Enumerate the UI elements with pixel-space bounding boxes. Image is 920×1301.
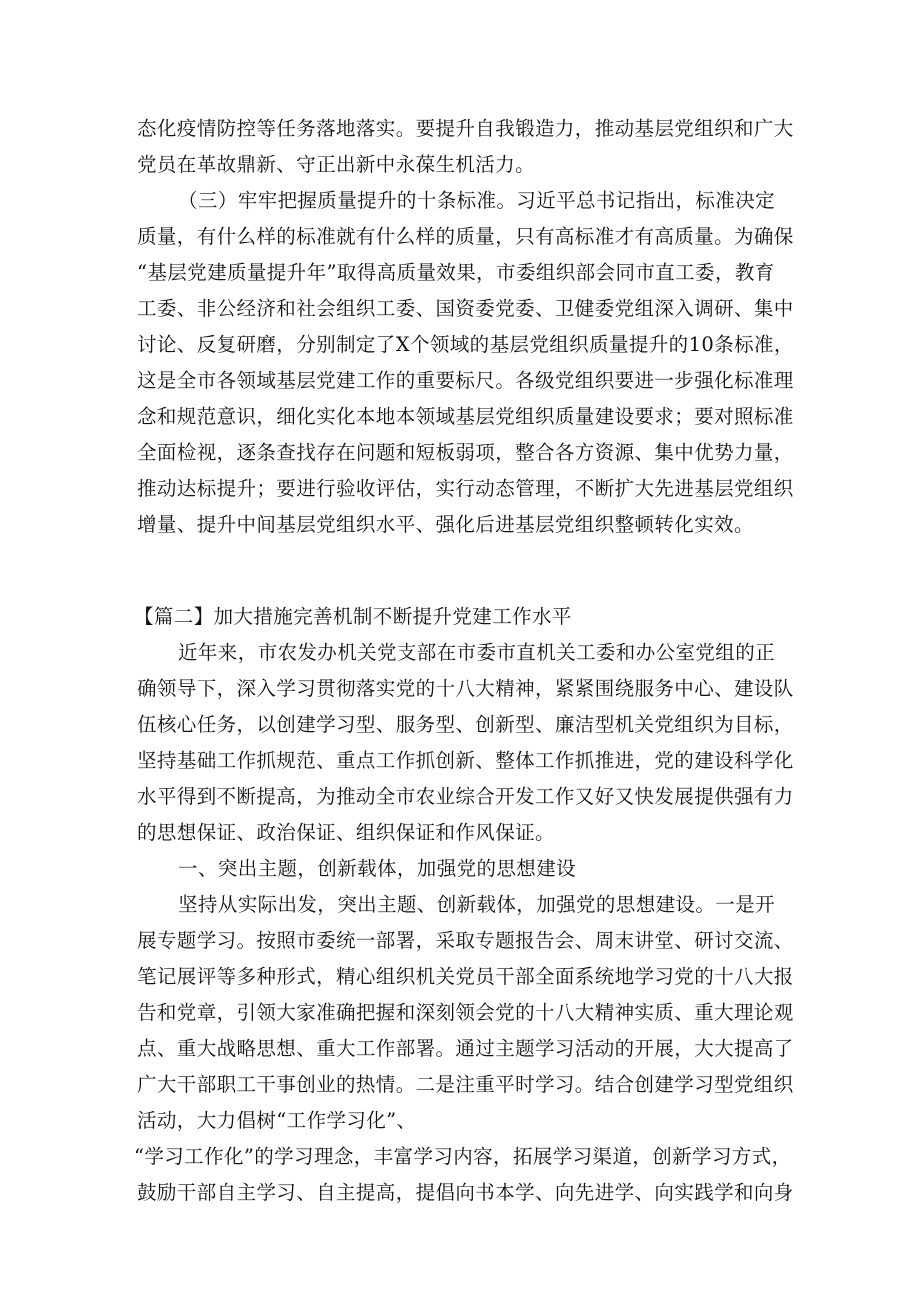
text-line: 念和规范意识，细化实化本地本领域基层党组织质量建设要求；要对照标准 (137, 405, 794, 428)
text-line: 讨论、反复研磨，分别制定了X个领域的基层党组织质量提升的10条标准， (137, 333, 794, 356)
text-line: 推动达标提升；要进行验收评估，实行动态管理，不断扩大先进基层党组织 (137, 477, 794, 500)
text-line: 笔记展评等多种形式，精心组织机关党员干部全面系统地学习党的十八大报 (137, 965, 794, 988)
text-line: 告和党章，引领大家准确把握和深刻领会党的十八大精神实质、重大理论观 (137, 1001, 794, 1024)
text-line: 广大干部职工干事创业的热情。二是注重平时学习。结合创建学习型党组织 (137, 1073, 794, 1096)
text-line: 坚持基础工作抓规范、重点工作抓创新、整体工作抓推进，党的建设科学化 (137, 749, 794, 772)
text-line: 工委、非公经济和社会组织工委、国资委党委、卫健委党组深入调研、集中 (137, 297, 794, 320)
text-line: 质量，有什么样的标准就有什么样的质量，只有高标准才有高质量。为确保 (137, 225, 794, 248)
section-heading: 一、突出主题，创新载体，加强党的思想建设 (178, 857, 577, 880)
article-title: 【篇二】加大措施完善机制不断提升党建工作水平 (134, 605, 572, 628)
text-line: 增量、提升中间基层党组织水平、强化后进基层党组织整顿转化实效。 (137, 513, 754, 536)
text-line: 鼓励干部自主学习、自主提高，提倡向书本学、向先进学、向实践学和向身 (137, 1181, 794, 1204)
text-line: 态化疫情防控等任务落地落实。要提升自我锻造力，推动基层党组织和广大 (137, 117, 794, 140)
text-line: 这是全市各领域基层党建工作的重要标尺。各级党组织要进一步强化标准理 (137, 369, 794, 392)
text-line: 的思想保证、政治保证、组织保证和作风保证。 (137, 821, 555, 844)
text-line: “基层党建质量提升年”取得高质量效果，市委组织部会同市直工委，教育 (137, 261, 775, 284)
text-line: 全面检视，逐条查找存在问题和短板弱项，整合各方资源、集中优势力量， (137, 441, 794, 464)
text-line: 展专题学习。按照市委统一部署，采取专题报告会、周末讲堂、研讨交流、 (137, 929, 794, 952)
text-line: 活动，大力倡树“工作学习化”、 (137, 1109, 417, 1132)
text-line: 近年来，市农发办机关党支部在市委市直机关工委和办公室党组的正 (178, 641, 776, 664)
text-line: “学习工作化”的学习理念，丰富学习内容，拓展学习渠道，创新学习方式， (134, 1145, 792, 1168)
text-line: 确领导下，深入学习贯彻落实党的十八大精神，紧紧围绕服务中心、建设队 (137, 677, 794, 700)
text-line: 伍核心任务，以创建学习型、服务型、创新型、廉洁型机关党组织为目标， (137, 713, 794, 736)
text-line: 坚持从实际出发，突出主题、创新载体，加强党的思想建设。一是开 (178, 893, 776, 916)
text-line: 水平得到不断提高，为推动全市农业综合开发工作又好又快发展提供强有力 (137, 785, 794, 808)
section-heading: （三）牢牢把握质量提升的十条标准。习近平总书记指出，标准决定 (178, 189, 776, 212)
text-line: 党员在革故鼎新、守正出新中永葆生机活力。 (137, 153, 536, 176)
text-line: 点、重大战略思想、重大工作部署。通过主题学习活动的开展，大大提高了 (137, 1037, 794, 1060)
